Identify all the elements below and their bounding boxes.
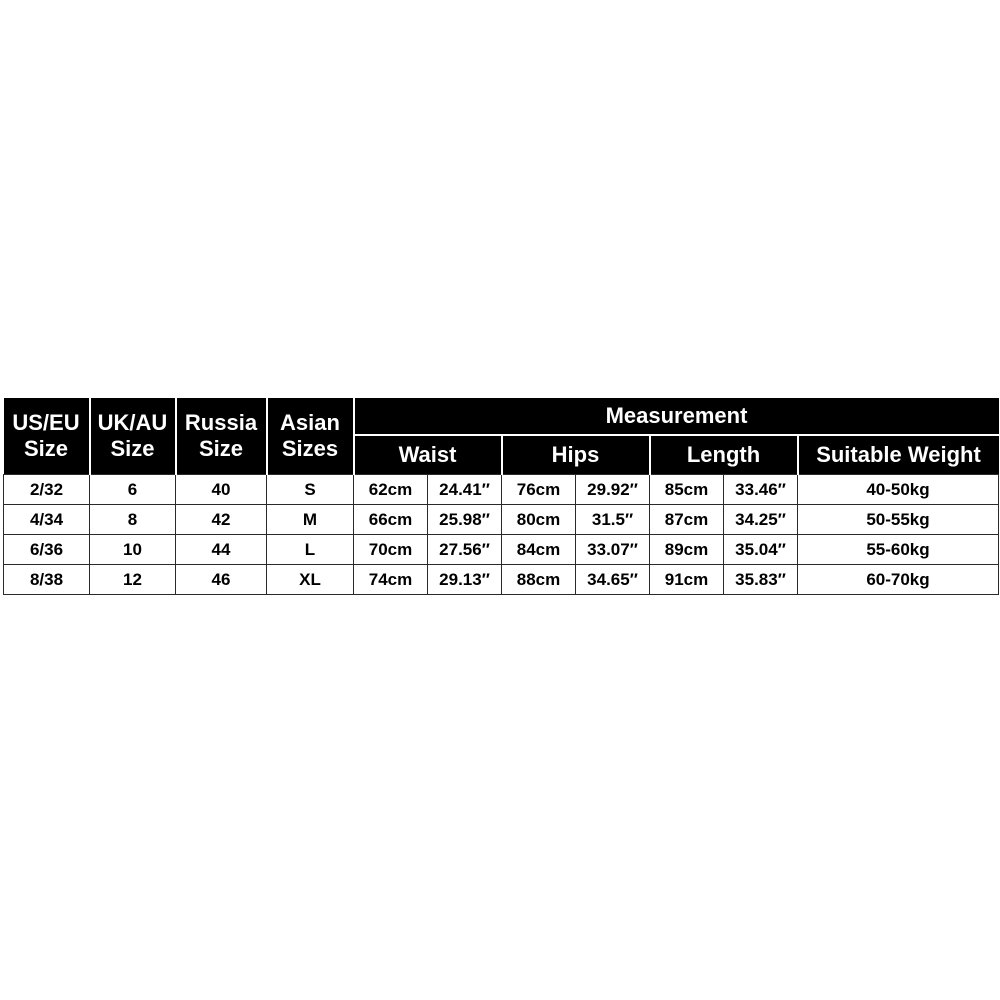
cell-waist-in: 25.98″ xyxy=(428,505,502,535)
cell-length-in: 35.83″ xyxy=(724,565,798,595)
header-waist: Waist xyxy=(354,435,502,475)
cell-us-eu: 2/32 xyxy=(4,475,90,505)
header-hips: Hips xyxy=(502,435,650,475)
header-russia-size xyxy=(176,398,267,475)
cell-waist-cm: 62cm xyxy=(354,475,428,505)
cell-asian: XL xyxy=(267,565,354,595)
cell-hips-in: 29.92″ xyxy=(576,475,650,505)
size-chart-table xyxy=(3,398,999,595)
cell-hips-cm: 88cm xyxy=(502,565,576,595)
cell-asian: S xyxy=(267,475,354,505)
header-uk-au-size xyxy=(90,398,176,475)
cell-russia: 46 xyxy=(176,565,267,595)
cell-weight: 40-50kg xyxy=(798,475,999,505)
cell-uk-au: 6 xyxy=(90,475,176,505)
cell-weight: 60-70kg xyxy=(798,565,999,595)
table-row xyxy=(4,535,999,565)
header-us-eu-line2: Size xyxy=(23,436,69,461)
cell-uk-au: 10 xyxy=(90,535,176,565)
cell-weight: 55-60kg xyxy=(798,535,999,565)
header-measurement: Measurement xyxy=(354,398,999,435)
header-uk-au-line2: Size xyxy=(110,436,155,461)
header-length: Length xyxy=(650,435,798,475)
cell-length-cm: 89cm xyxy=(650,535,724,565)
cell-waist-in: 27.56″ xyxy=(428,535,502,565)
table-row xyxy=(4,565,999,595)
cell-hips-in: 34.65″ xyxy=(576,565,650,595)
cell-length-cm: 85cm xyxy=(650,475,724,505)
table-row xyxy=(4,475,999,505)
cell-weight: 50-55kg xyxy=(798,505,999,535)
cell-asian: L xyxy=(267,535,354,565)
cell-waist-cm: 70cm xyxy=(354,535,428,565)
header-asian-sizes xyxy=(267,398,354,475)
cell-us-eu: 4/34 xyxy=(4,505,90,535)
cell-length-cm: 87cm xyxy=(650,505,724,535)
header-uk-au-line1: UK/AU xyxy=(97,410,168,435)
cell-russia: 40 xyxy=(176,475,267,505)
cell-uk-au: 8 xyxy=(90,505,176,535)
header-us-eu-size xyxy=(4,398,90,475)
cell-hips-cm: 80cm xyxy=(502,505,576,535)
cell-russia: 44 xyxy=(176,535,267,565)
cell-uk-au: 12 xyxy=(90,565,176,595)
size-chart-header xyxy=(4,398,999,475)
cell-waist-in: 24.41″ xyxy=(428,475,502,505)
header-us-eu-line1: US/EU xyxy=(12,410,80,435)
cell-hips-cm: 76cm xyxy=(502,475,576,505)
cell-hips-in: 31.5″ xyxy=(576,505,650,535)
header-russia-line1: Russia xyxy=(184,410,258,435)
cell-asian: M xyxy=(267,505,354,535)
cell-hips-cm: 84cm xyxy=(502,535,576,565)
header-asian-line2: Sizes xyxy=(281,436,339,461)
table-row xyxy=(4,505,999,535)
header-russia-line2: Size xyxy=(198,436,244,461)
cell-hips-in: 33.07″ xyxy=(576,535,650,565)
cell-length-cm: 91cm xyxy=(650,565,724,595)
cell-waist-in: 29.13″ xyxy=(428,565,502,595)
size-chart-body xyxy=(4,475,999,595)
cell-length-in: 33.46″ xyxy=(724,475,798,505)
cell-us-eu: 8/38 xyxy=(4,565,90,595)
cell-waist-cm: 74cm xyxy=(354,565,428,595)
header-asian-line1: Asian xyxy=(280,410,340,435)
cell-us-eu: 6/36 xyxy=(4,535,90,565)
cell-russia: 42 xyxy=(176,505,267,535)
cell-waist-cm: 66cm xyxy=(354,505,428,535)
cell-length-in: 34.25″ xyxy=(724,505,798,535)
header-suitable-weight: Suitable Weight xyxy=(798,435,999,475)
cell-length-in: 35.04″ xyxy=(724,535,798,565)
